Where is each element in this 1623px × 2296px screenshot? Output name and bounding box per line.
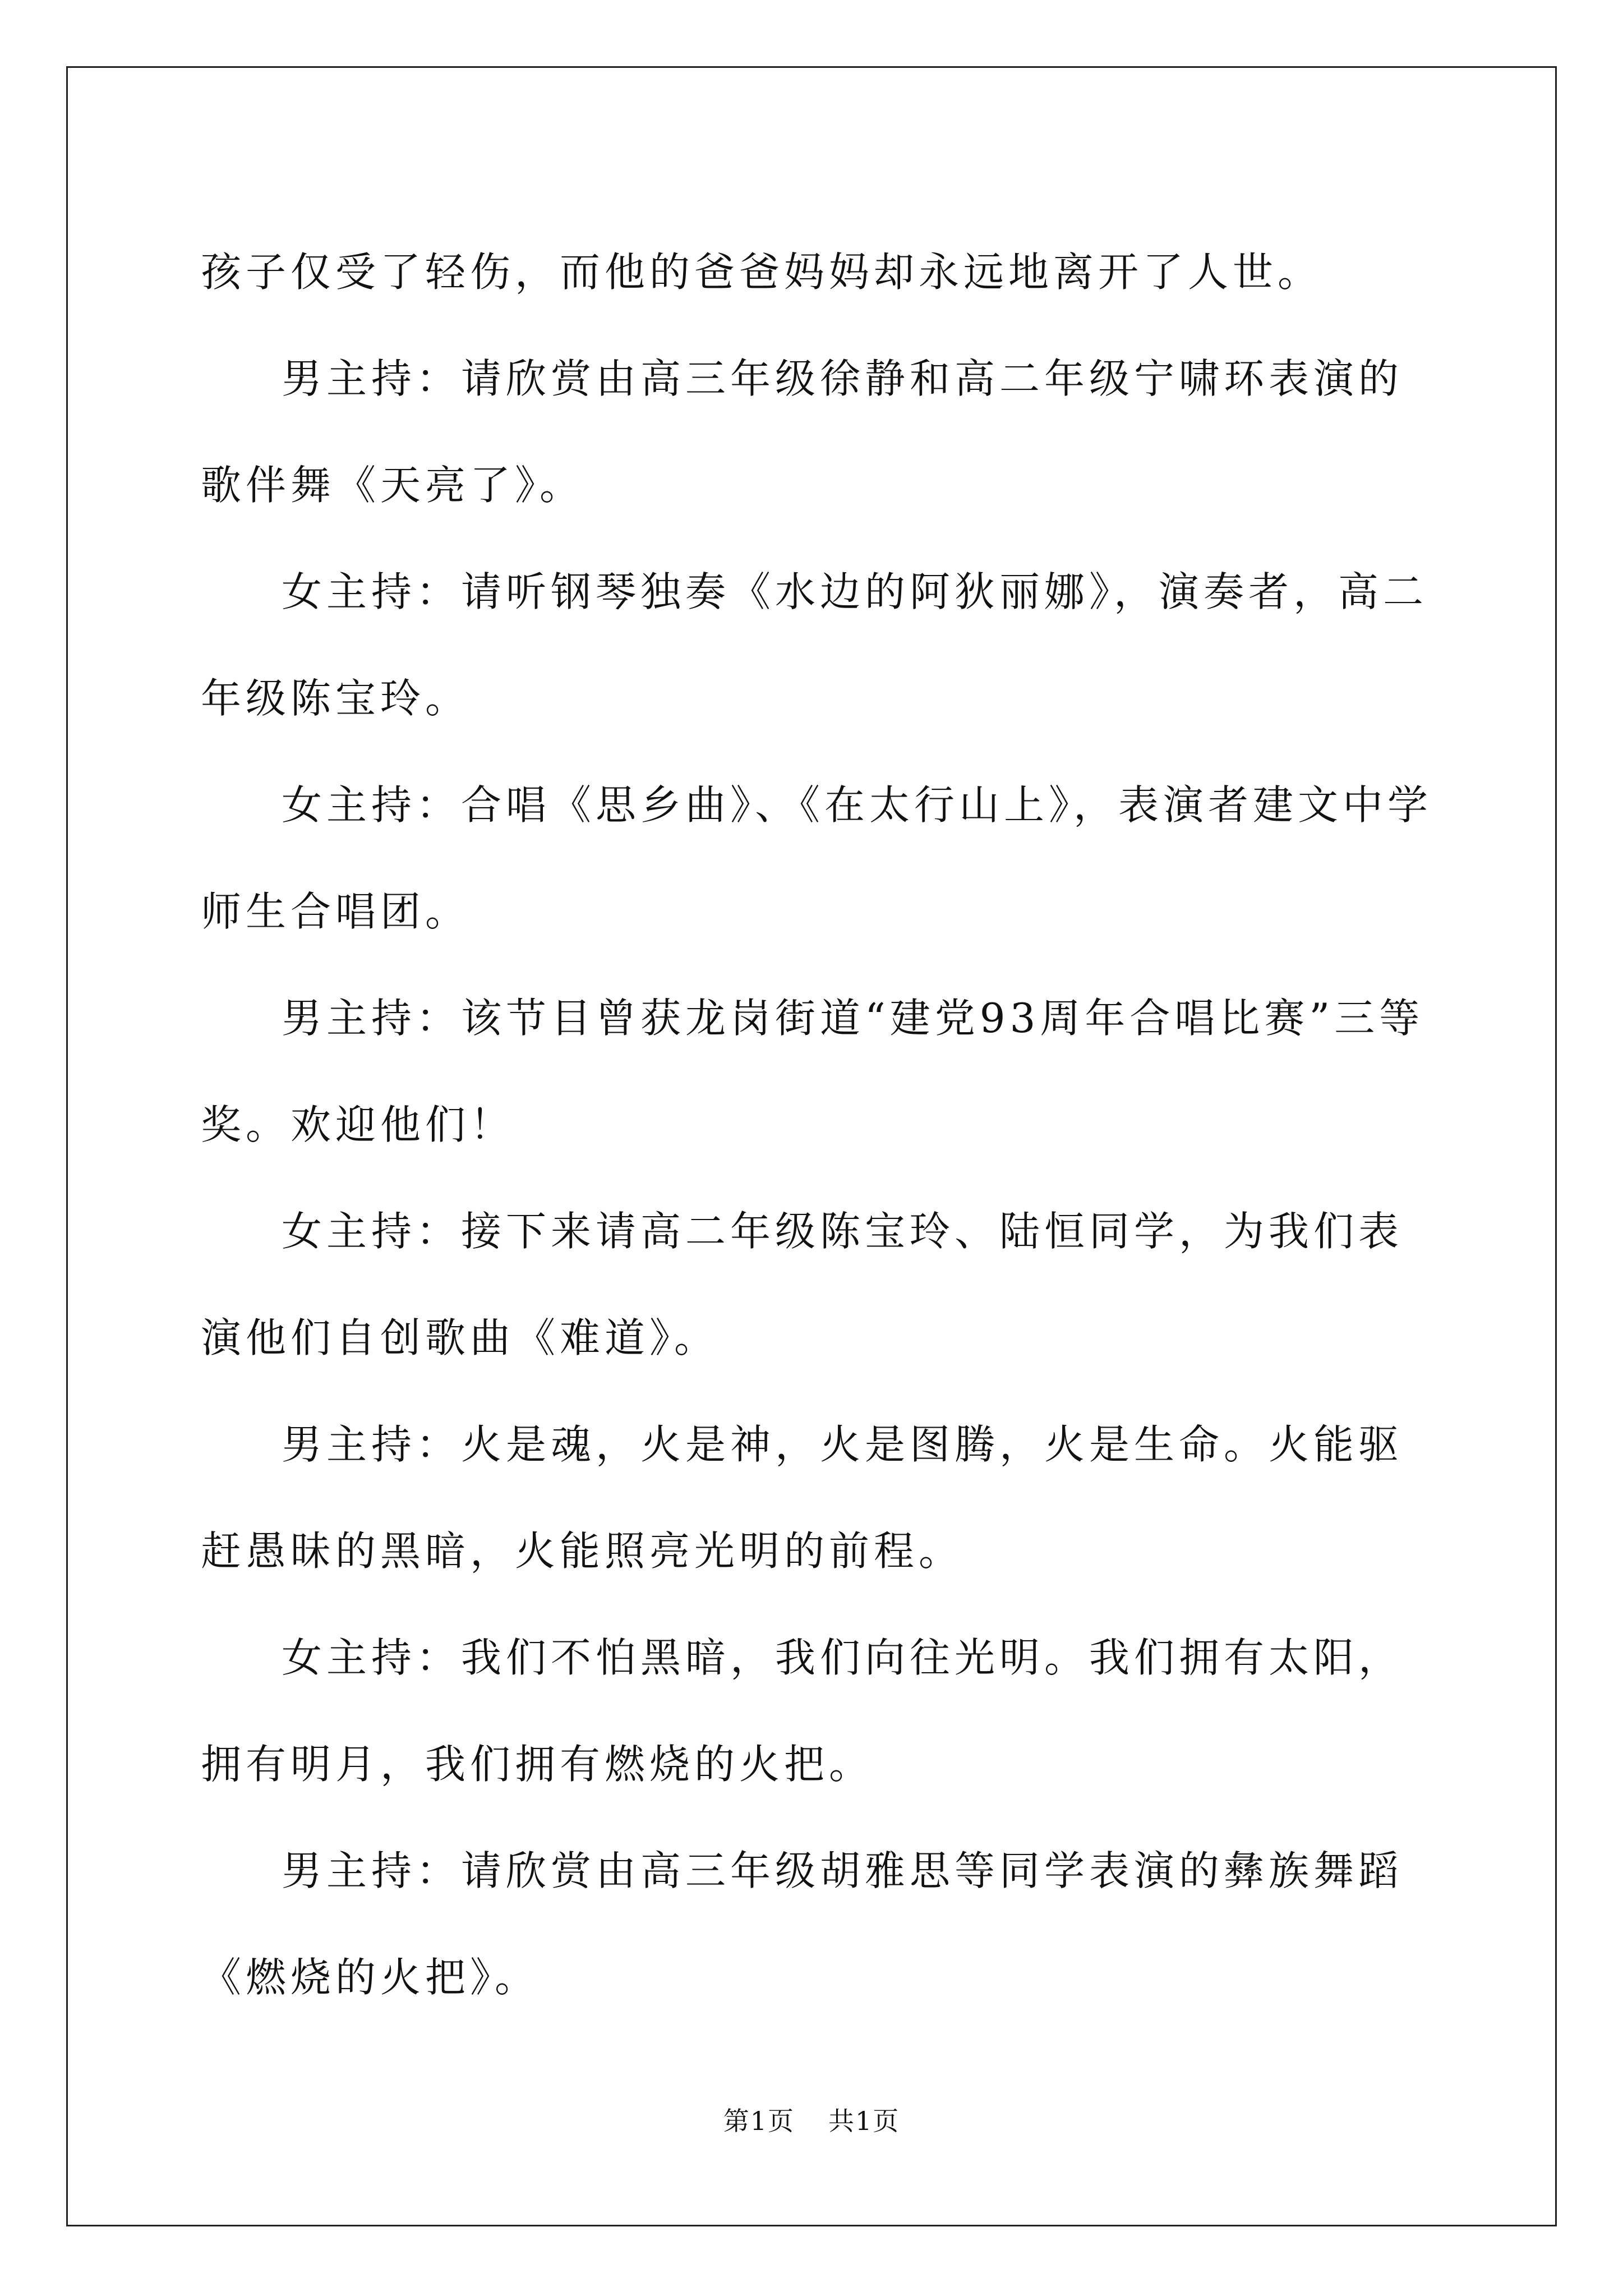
paragraph-2: 男主持：请欣赏由高三年级徐静和高二年级宁啸环表演的歌伴舞《天亮了》。 <box>201 355 1404 509</box>
paragraph-6: 女主持：接下来请高二年级陈宝玲、陆恒同学，为我们表演他们自创歌曲《难道》。 <box>201 1208 1404 1361</box>
page-total: 共1页 <box>828 2106 900 2136</box>
paragraph-1: 孩子仅受了轻伤，而他的爸爸妈妈却永远地离开了人世。 <box>201 249 1323 296</box>
page-footer <box>0 2101 1623 2138</box>
paragraph-9: 男主持：请欣赏由高三年级胡雅思等同学表演的彝族舞蹈《燃烧的火把》。 <box>201 1847 1404 2001</box>
page-number: 第1页 <box>723 2106 795 2136</box>
paragraph-7: 男主持：火是魂，火是神，火是图腾，火是生命。火能驱赶愚昧的黑暗，火能照亮光明的前程。 <box>201 1421 1404 1575</box>
paragraph-8: 女主持：我们不怕黑暗，我们向往光明。我们拥有太阳，拥有明月，我们拥有燃烧的火把。 <box>201 1634 1404 1788</box>
paragraph-5: 男主持：该节目曾获龙岗街道“建党93周年合唱比赛”三等奖。欢迎他们！ <box>201 995 1424 1148</box>
paragraph-4: 女主持：合唱《思乡曲》、《在太行山上》，表演者建文中学师生合唱团。 <box>201 781 1433 935</box>
paragraph-3: 女主持：请听钢琴独奏《水边的阿狄丽娜》，演奏者，高二年级陈宝玲。 <box>201 568 1428 722</box>
document-body <box>201 219 1435 2031</box>
